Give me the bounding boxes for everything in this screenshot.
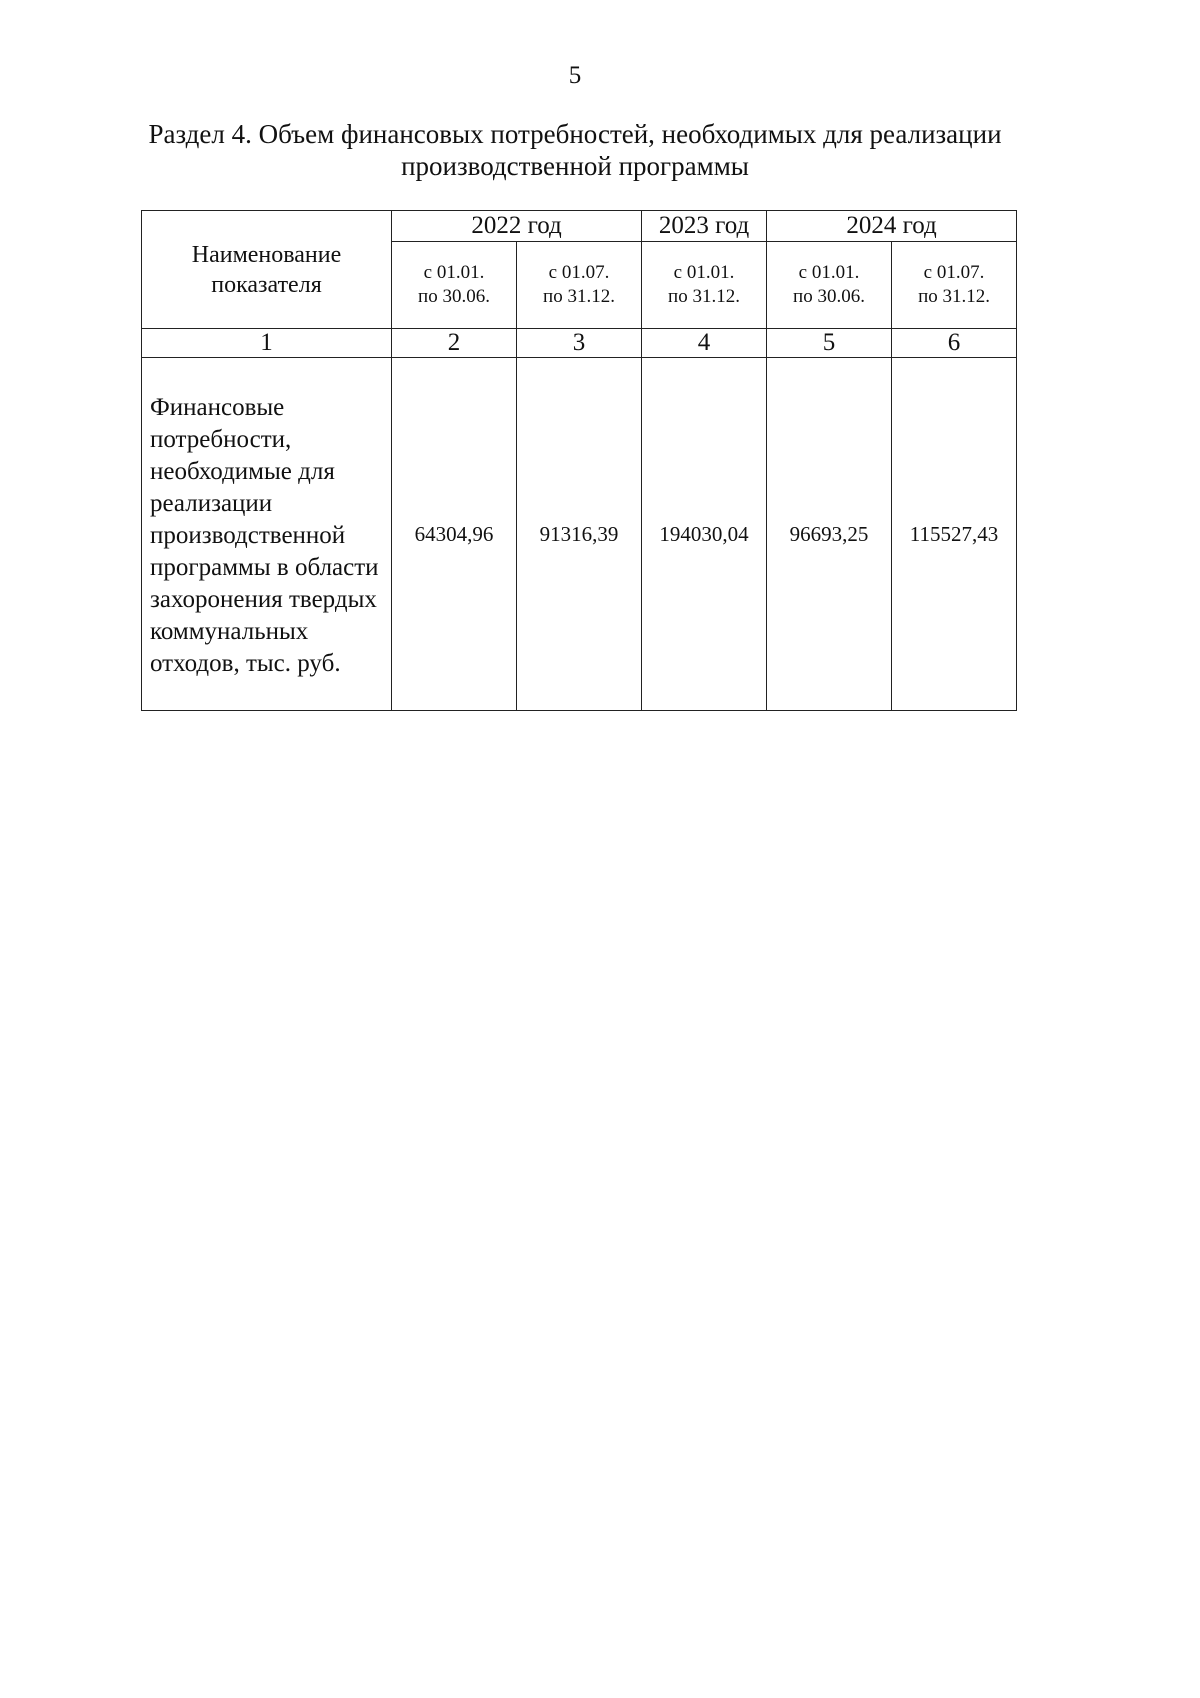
column-number: 6 <box>892 329 1017 358</box>
year-2024-header: 2024 год <box>767 211 1017 242</box>
period-from: с 01.07. <box>923 262 985 283</box>
period-to: по 30.06. <box>793 286 865 307</box>
period-to: по 31.12. <box>668 286 740 307</box>
section-title-line-1: Раздел 4. Объем финансовых потребностей, необходимых для реализации <box>148 119 1002 149</box>
value-cell: 91316,39 <box>517 358 642 711</box>
column-number: 1 <box>142 329 392 358</box>
period-from: с 01.01. <box>423 262 485 283</box>
column-number: 2 <box>392 329 517 358</box>
period-to: по 31.12. <box>918 286 990 307</box>
period-header <box>642 242 767 329</box>
value-cell: 194030,04 <box>642 358 767 711</box>
section-title-line-2: производственной программы <box>401 151 749 181</box>
header-row-years <box>142 211 1017 242</box>
year-2023-header: 2023 год <box>642 211 767 242</box>
financial-needs-table <box>141 210 1017 711</box>
period-header <box>392 242 517 329</box>
period-header <box>517 242 642 329</box>
period-header <box>892 242 1017 329</box>
column-number: 4 <box>642 329 767 358</box>
column-number: 3 <box>517 329 642 358</box>
page-number: 5 <box>568 62 582 89</box>
period-to: по 30.06. <box>418 286 490 307</box>
period-from: с 01.01. <box>798 262 860 283</box>
column-number-row <box>142 329 1017 358</box>
value-cell: 64304,96 <box>392 358 517 711</box>
section-title <box>130 118 1020 182</box>
year-2022-header: 2022 год <box>392 211 642 242</box>
column-number: 5 <box>767 329 892 358</box>
period-from: с 01.07. <box>548 262 610 283</box>
period-from: с 01.01. <box>673 262 735 283</box>
table-row <box>142 358 1017 711</box>
indicator-name: Финансовые потребности, необходимые для реализации производственной программы в области захоронения твердых коммунальных отходов, тыс. руб. <box>142 358 392 711</box>
value-cell: 115527,43 <box>892 358 1017 711</box>
indicator-header: Наименование показателя <box>142 211 392 329</box>
period-header <box>767 242 892 329</box>
period-to: по 31.12. <box>543 286 615 307</box>
value-cell: 96693,25 <box>767 358 892 711</box>
